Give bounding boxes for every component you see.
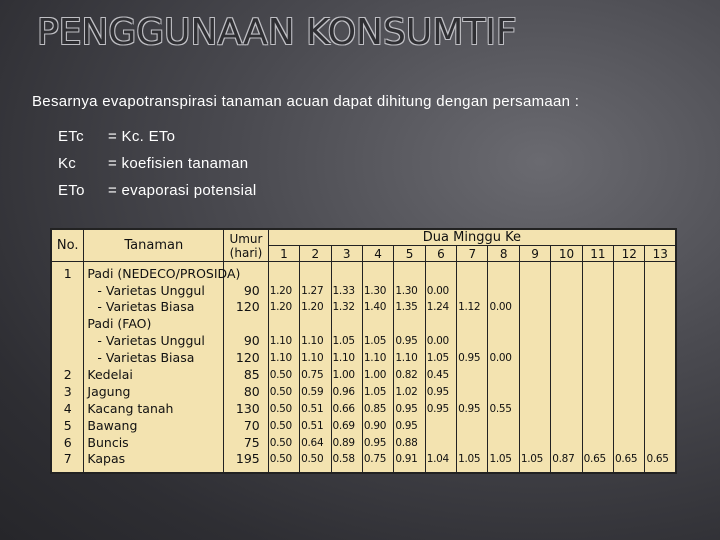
value-cell bbox=[521, 384, 550, 401]
value-cell bbox=[458, 384, 487, 401]
value-cell bbox=[552, 367, 581, 384]
header-period-9: 9 bbox=[519, 246, 550, 262]
row-umur: 70 bbox=[243, 417, 260, 433]
value-cell bbox=[521, 418, 550, 435]
value-cell: 1.05 bbox=[458, 453, 481, 466]
value-cell bbox=[552, 299, 581, 316]
value-cell bbox=[552, 333, 581, 350]
value-cell bbox=[584, 384, 613, 401]
value-cell: 1.33 bbox=[332, 284, 355, 297]
value-cell bbox=[615, 367, 644, 384]
value-cell: 0.50 bbox=[269, 402, 292, 415]
value-cell bbox=[458, 333, 487, 350]
value-cell: 0.95 bbox=[395, 335, 418, 348]
crop-coefficient-table bbox=[50, 228, 677, 474]
header-umur-line2: (hari) bbox=[229, 245, 263, 260]
value-cell: 1.10 bbox=[332, 352, 355, 365]
header-umur bbox=[224, 230, 269, 262]
value-cell bbox=[521, 316, 550, 333]
value-cell bbox=[584, 333, 613, 350]
value-cell: 0.95 bbox=[363, 436, 387, 449]
row-tanaman: Kedelai bbox=[87, 367, 133, 382]
value-cell bbox=[552, 435, 581, 452]
header-period-1: 1 bbox=[268, 246, 299, 262]
value-cell: 0.00 bbox=[426, 284, 449, 297]
value-cell: 1.10 bbox=[269, 335, 292, 348]
value-cell bbox=[646, 435, 675, 452]
col-period-5 bbox=[394, 262, 425, 473]
header-period-12: 12 bbox=[614, 246, 645, 262]
header-period-13: 13 bbox=[645, 246, 676, 262]
data-table bbox=[51, 229, 676, 473]
value-cell: 0.85 bbox=[363, 402, 387, 415]
value-cell bbox=[364, 316, 393, 333]
value-cell: 0.50 bbox=[269, 369, 292, 381]
value-cell: 0.96 bbox=[332, 385, 355, 398]
header-period-2: 2 bbox=[300, 246, 331, 262]
value-cell: 0.58 bbox=[332, 453, 355, 466]
row-tanaman: Jagung bbox=[87, 383, 131, 399]
value-cell bbox=[615, 283, 644, 300]
value-cell bbox=[615, 435, 644, 452]
value-cell: 1.20 bbox=[269, 284, 292, 297]
row-tanaman: Kacang tanah bbox=[87, 400, 174, 416]
value-cell: 1.05 bbox=[489, 453, 512, 466]
value-cell: 0.89 bbox=[332, 436, 355, 449]
value-cell: 1.10 bbox=[363, 352, 387, 365]
value-cell bbox=[301, 316, 330, 333]
value-cell bbox=[521, 401, 550, 418]
value-cell: 0.64 bbox=[301, 436, 324, 449]
value-cell: 0.59 bbox=[301, 385, 324, 398]
row-umur: 90 bbox=[243, 282, 260, 298]
header-period-6: 6 bbox=[425, 246, 456, 262]
value-cell: 0.55 bbox=[489, 402, 512, 415]
header-period-7: 7 bbox=[457, 246, 488, 262]
value-cell bbox=[584, 283, 613, 300]
definition-term: Kc bbox=[58, 155, 77, 172]
value-cell: 1.30 bbox=[395, 284, 418, 297]
value-cell: 1.10 bbox=[395, 352, 418, 365]
value-cell: 1.00 bbox=[363, 369, 387, 381]
value-cell bbox=[301, 266, 330, 283]
value-cell bbox=[552, 401, 581, 418]
value-cell bbox=[521, 283, 550, 300]
value-cell: 0.00 bbox=[489, 301, 512, 314]
value-cell: 0.95 bbox=[458, 352, 481, 365]
value-cell bbox=[521, 333, 550, 350]
value-cell bbox=[458, 316, 487, 333]
row-tanaman: - Varietas Biasa bbox=[97, 350, 195, 366]
value-cell: 1.40 bbox=[363, 301, 387, 314]
row-no bbox=[52, 316, 83, 333]
value-cell bbox=[427, 435, 456, 452]
value-cell bbox=[615, 401, 644, 418]
col-period-3 bbox=[331, 262, 362, 473]
row-umur: 80 bbox=[243, 383, 260, 399]
value-cell: 1.12 bbox=[458, 301, 481, 314]
value-cell bbox=[646, 350, 675, 367]
value-cell: 0.45 bbox=[426, 369, 449, 381]
value-cell bbox=[646, 367, 675, 384]
value-cell: 1.05 bbox=[332, 335, 355, 348]
value-cell bbox=[458, 266, 487, 283]
col-period-6 bbox=[425, 262, 456, 473]
row-umur: 120 bbox=[235, 350, 260, 366]
row-no: 7 bbox=[63, 451, 72, 467]
value-cell bbox=[552, 384, 581, 401]
row-no: 5 bbox=[63, 417, 72, 433]
value-cell bbox=[427, 418, 456, 435]
value-cell: 1.24 bbox=[426, 301, 449, 314]
value-cell: 1.10 bbox=[269, 352, 292, 365]
value-cell bbox=[395, 316, 424, 333]
value-cell: 1.02 bbox=[395, 385, 418, 398]
value-cell: 0.69 bbox=[332, 419, 355, 432]
value-cell bbox=[521, 367, 550, 384]
value-cell: 0.65 bbox=[646, 453, 669, 466]
value-cell bbox=[552, 316, 581, 333]
value-cell bbox=[458, 435, 487, 452]
col-period-8 bbox=[488, 262, 519, 473]
row-tanaman: - Varietas Unggul bbox=[97, 282, 205, 298]
row-umur: 130 bbox=[235, 400, 260, 416]
value-cell: 0.82 bbox=[395, 369, 418, 381]
row-umur: 120 bbox=[235, 299, 260, 315]
value-cell: 0.50 bbox=[269, 436, 292, 449]
value-cell bbox=[270, 316, 299, 333]
col-period-9 bbox=[519, 262, 550, 473]
value-cell: 1.32 bbox=[332, 301, 355, 314]
col-period-10 bbox=[551, 262, 582, 473]
value-cell bbox=[615, 299, 644, 316]
value-cell bbox=[646, 316, 675, 333]
value-cell: 0.50 bbox=[269, 453, 292, 466]
definition-row bbox=[58, 150, 256, 177]
value-cell: 0.95 bbox=[426, 402, 449, 415]
value-cell bbox=[584, 435, 613, 452]
intro-text: Besarnya evapotranspirasi tanaman acuan dapat dihitung dengan persamaan : bbox=[32, 93, 580, 110]
definition-desc: = koefisien tanaman bbox=[108, 155, 249, 172]
col-period-1 bbox=[268, 262, 299, 473]
definition-list bbox=[58, 123, 256, 204]
value-cell: 0.00 bbox=[426, 335, 449, 348]
value-cell: 0.75 bbox=[363, 453, 387, 466]
value-cell bbox=[489, 384, 518, 401]
value-cell bbox=[270, 266, 299, 283]
value-cell bbox=[427, 266, 456, 283]
col-period-7 bbox=[457, 262, 488, 473]
row-no bbox=[52, 350, 83, 367]
value-cell bbox=[552, 418, 581, 435]
value-cell bbox=[615, 418, 644, 435]
row-tanaman: Padi (FAO) bbox=[87, 316, 152, 332]
value-cell: 1.30 bbox=[363, 284, 387, 297]
row-tanaman: - Varietas Biasa bbox=[97, 299, 195, 315]
value-cell bbox=[458, 367, 487, 384]
value-cell bbox=[333, 266, 362, 283]
value-cell bbox=[615, 316, 644, 333]
value-cell bbox=[646, 333, 675, 350]
row-no bbox=[52, 333, 83, 350]
col-period-4 bbox=[362, 262, 393, 473]
row-no bbox=[52, 299, 83, 316]
header-dua-minggu: Dua Minggu Ke bbox=[268, 230, 675, 246]
value-cell bbox=[646, 299, 675, 316]
col-no bbox=[52, 262, 84, 473]
value-cell bbox=[615, 384, 644, 401]
row-tanaman: - Varietas Unggul bbox=[97, 333, 205, 349]
value-cell: 0.50 bbox=[269, 419, 292, 432]
header-period-3: 3 bbox=[331, 246, 362, 262]
value-cell bbox=[333, 316, 362, 333]
value-cell bbox=[489, 435, 518, 452]
definition-term: ETo bbox=[58, 182, 85, 199]
header-no: No. bbox=[52, 230, 84, 262]
definition-desc: = Kc. ETo bbox=[108, 128, 176, 145]
row-tanaman: Buncis bbox=[87, 434, 129, 450]
value-cell bbox=[458, 418, 487, 435]
value-cell: 1.27 bbox=[301, 284, 324, 297]
row-no bbox=[52, 283, 83, 300]
value-cell: 0.50 bbox=[269, 385, 292, 398]
value-cell bbox=[615, 350, 644, 367]
row-umur bbox=[224, 316, 260, 333]
value-cell: 1.00 bbox=[332, 369, 355, 381]
value-cell bbox=[584, 266, 613, 283]
value-cell: 0.75 bbox=[301, 369, 324, 381]
value-cell bbox=[395, 266, 424, 283]
value-cell bbox=[552, 266, 581, 283]
header-period-5: 5 bbox=[394, 246, 425, 262]
row-tanaman: Padi (NEDECO/PROSIDA) bbox=[87, 265, 241, 281]
col-period-2 bbox=[300, 262, 331, 473]
value-cell bbox=[489, 418, 518, 435]
value-cell bbox=[364, 266, 393, 283]
value-cell bbox=[584, 367, 613, 384]
row-umur: 195 bbox=[235, 451, 260, 467]
col-period-11 bbox=[582, 262, 613, 473]
table-body-row bbox=[52, 262, 676, 473]
value-cell: 1.05 bbox=[520, 453, 544, 466]
value-cell: 1.20 bbox=[269, 301, 292, 314]
value-cell bbox=[646, 418, 675, 435]
value-cell: 0.90 bbox=[363, 419, 387, 432]
value-cell bbox=[646, 384, 675, 401]
value-cell bbox=[458, 283, 487, 300]
value-cell: 0.91 bbox=[395, 453, 418, 466]
value-cell: 0.95 bbox=[458, 402, 481, 415]
value-cell: 0.65 bbox=[583, 453, 606, 466]
value-cell: 0.00 bbox=[489, 352, 512, 365]
value-cell bbox=[584, 401, 613, 418]
header-period-4: 4 bbox=[362, 246, 393, 262]
value-cell bbox=[489, 367, 518, 384]
col-period-13 bbox=[645, 262, 676, 473]
definition-row bbox=[58, 123, 256, 150]
value-cell: 0.88 bbox=[395, 436, 418, 449]
row-tanaman: Kapas bbox=[87, 451, 126, 467]
value-cell: 1.10 bbox=[301, 352, 324, 365]
value-cell bbox=[552, 283, 581, 300]
value-cell bbox=[427, 316, 456, 333]
value-cell: 1.05 bbox=[363, 335, 387, 348]
value-cell bbox=[521, 266, 550, 283]
value-cell: 0.51 bbox=[301, 419, 324, 432]
value-cell: 1.10 bbox=[301, 335, 324, 348]
row-umur: 85 bbox=[243, 367, 260, 382]
definition-desc: = evaporasi potensial bbox=[108, 182, 257, 199]
value-cell bbox=[521, 299, 550, 316]
value-cell bbox=[584, 418, 613, 435]
value-cell bbox=[646, 283, 675, 300]
header-period-8: 8 bbox=[488, 246, 519, 262]
value-cell bbox=[584, 316, 613, 333]
value-cell bbox=[552, 350, 581, 367]
value-cell bbox=[521, 435, 550, 452]
value-cell: 1.04 bbox=[426, 453, 449, 466]
header-umur-line1: Umur bbox=[229, 231, 263, 246]
header-period-11: 11 bbox=[582, 246, 613, 262]
value-cell: 0.51 bbox=[301, 402, 324, 415]
col-tanaman bbox=[84, 262, 241, 473]
value-cell bbox=[521, 350, 550, 367]
value-cell bbox=[615, 333, 644, 350]
value-cell bbox=[489, 316, 518, 333]
value-cell: 0.50 bbox=[301, 453, 324, 466]
value-cell bbox=[646, 401, 675, 418]
row-no: 3 bbox=[63, 383, 72, 399]
value-cell: 0.95 bbox=[395, 419, 418, 432]
value-cell bbox=[615, 266, 644, 283]
col-umur bbox=[224, 262, 269, 473]
col-period-12 bbox=[614, 262, 645, 473]
value-cell: 1.20 bbox=[301, 301, 324, 314]
row-tanaman: Bawang bbox=[87, 417, 138, 433]
slide-title: PENGGUNAAN KONSUMTIF bbox=[37, 12, 517, 53]
value-cell bbox=[584, 350, 613, 367]
value-cell: 1.35 bbox=[395, 301, 418, 314]
header-tanaman: Tanaman bbox=[84, 230, 224, 262]
value-cell bbox=[489, 283, 518, 300]
value-cell: 0.95 bbox=[426, 385, 449, 398]
value-cell: 0.66 bbox=[332, 402, 355, 415]
row-no: 4 bbox=[63, 400, 72, 416]
row-no: 6 bbox=[63, 434, 72, 450]
row-no: 2 bbox=[63, 367, 72, 382]
row-umur: 90 bbox=[243, 333, 260, 349]
row-no: 1 bbox=[63, 265, 72, 281]
header-period-10: 10 bbox=[551, 246, 582, 262]
value-cell: 0.65 bbox=[615, 453, 638, 466]
definition-row bbox=[58, 177, 256, 204]
value-cell: 1.05 bbox=[363, 385, 387, 398]
value-cell bbox=[489, 266, 518, 283]
value-cell: 0.95 bbox=[395, 402, 418, 415]
row-umur: 75 bbox=[243, 434, 260, 450]
value-cell: 1.05 bbox=[426, 352, 449, 365]
definition-term: ETc bbox=[58, 128, 84, 145]
value-cell: 0.87 bbox=[552, 453, 575, 466]
value-cell bbox=[489, 333, 518, 350]
value-cell bbox=[584, 299, 613, 316]
value-cell bbox=[646, 266, 675, 283]
